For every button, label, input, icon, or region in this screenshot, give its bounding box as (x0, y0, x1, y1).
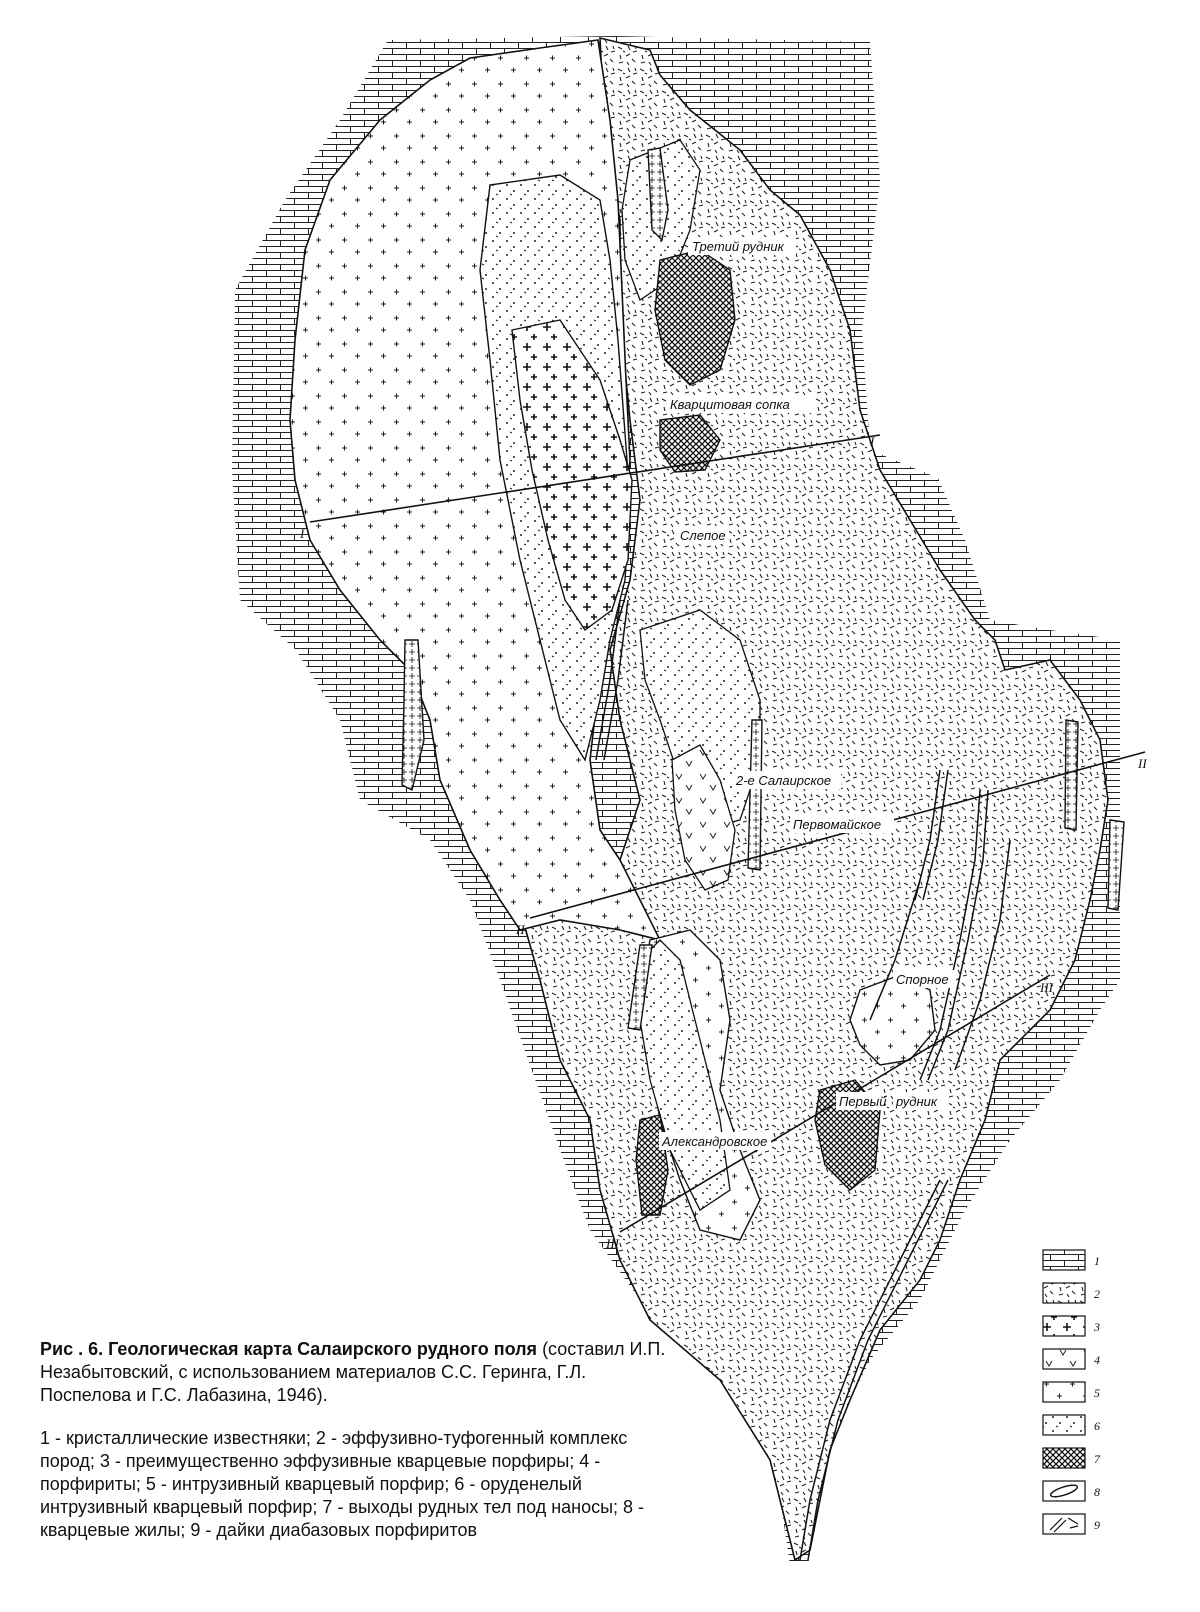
svg-text:3: 3 (1094, 1320, 1100, 1334)
label-kvartsitovaya-sopka: Кварцитовая сопка (670, 397, 790, 412)
caption-heading (40, 1338, 680, 1407)
section-label: II (1138, 756, 1147, 771)
label-tretiy-rudnik: Третий рудник (692, 239, 784, 254)
svg-text:8: 8 (1094, 1485, 1100, 1499)
svg-text:2: 2 (1094, 1287, 1100, 1301)
label-aleksandrovskoe: Александровское (662, 1134, 768, 1149)
label-pervomaiskoe: Первомайское (793, 817, 882, 832)
legend-item-5 (1043, 1382, 1100, 1402)
legend-item-7 (1043, 1448, 1101, 1468)
label-2e-salairskoe: 2-е Салаирское (736, 773, 832, 788)
legend-item-9 (1043, 1514, 1100, 1534)
svg-text:5: 5 (1094, 1386, 1100, 1400)
caption-title: Рис . 6. Геологическая карта Салаирского рудного поля (40, 1339, 538, 1359)
legend-item-4 (1043, 1349, 1100, 1369)
svg-text:4: 4 (1094, 1353, 1100, 1367)
caption-source: (составил И.П. Незабытовский, с использованием материалов С.С. Геринга, Г.Л. Поспелова и Г.С. Лабазина, 1946). (40, 1339, 666, 1405)
svg-text:7: 7 (1094, 1452, 1100, 1466)
quartz-vein (1108, 820, 1124, 910)
section-label: I (300, 526, 305, 541)
svg-text:9: 9 (1094, 1518, 1100, 1532)
label-spornoe: Спорное (896, 972, 949, 987)
svg-text:1: 1 (1094, 1254, 1100, 1268)
figure-caption (40, 1338, 680, 1542)
legend-item-6 (1043, 1415, 1100, 1435)
quartz-vein (1065, 720, 1078, 830)
label-slepoe: Слепое (680, 528, 726, 543)
legend-item-8 (1043, 1481, 1100, 1501)
svg-text:6: 6 (1094, 1419, 1100, 1433)
legend-item-3 (1043, 1316, 1100, 1336)
section-label: II (516, 922, 525, 937)
section-label: III (606, 1236, 619, 1251)
legend-item-2 (1043, 1283, 1100, 1303)
caption-legend-text: 1 - кристаллические известняки; 2 - эффузивно-туфогенный комплекс пород; 3 - преимущественно эффузивные кварцевые порфиры; 4 - порфириты; 5 - интрузивный кварцевый порфир; 6 - оруденелый интрузивный кварцевый порфир; 7 - выходы рудных тел под наносы; 8 - кварцевые жилы; 9 - дайки диабазовых порфиритов (40, 1428, 645, 1540)
label-pervyi: Первый (839, 1094, 887, 1109)
label-rudnik: рудник (896, 1094, 938, 1109)
section-label: III (1040, 980, 1053, 995)
legend (1043, 1250, 1101, 1534)
legend-item-1 (1043, 1250, 1100, 1270)
section-label: I (870, 434, 875, 449)
